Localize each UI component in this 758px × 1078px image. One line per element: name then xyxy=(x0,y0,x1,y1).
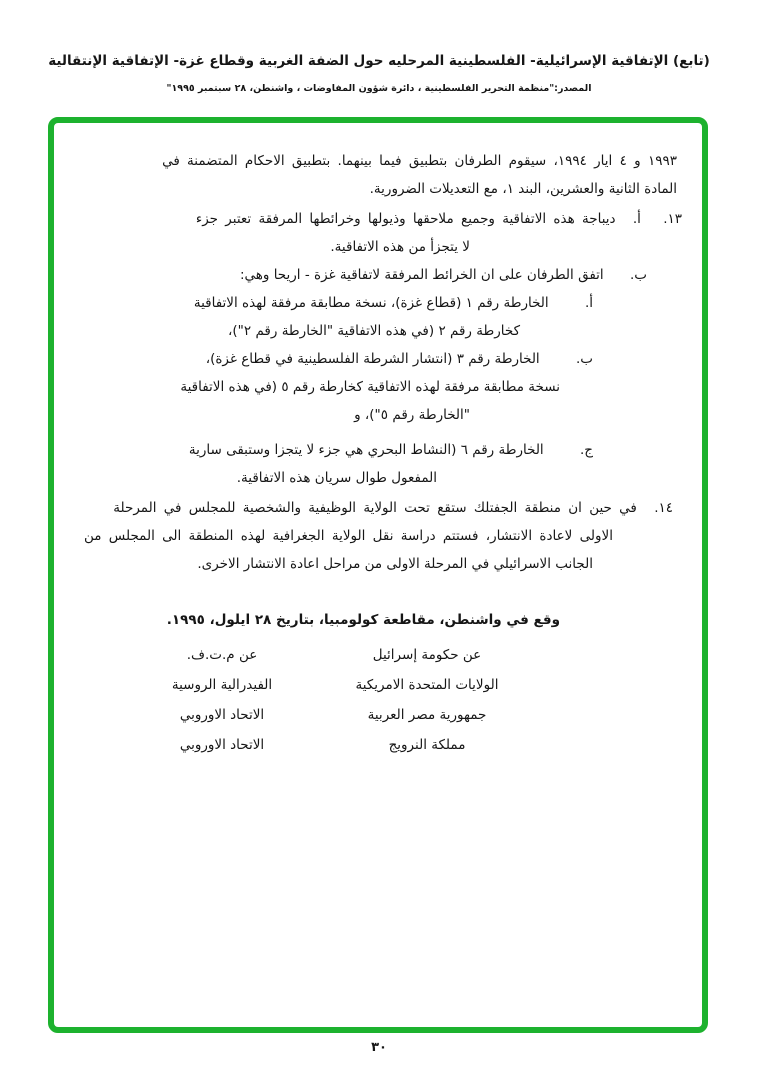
map-item-line xyxy=(54,289,702,317)
line-text: ديباجة هذه الاتفاقية وجميع ملاحقها وذيولها وخرائطها المرفقة تعتبر جزء xyxy=(195,211,616,227)
body-line xyxy=(54,522,702,550)
signature-entry: الولايات المتحدة الامريكية xyxy=(355,677,499,693)
body-line xyxy=(54,373,702,401)
signature-entry: عن م.ت.ف. xyxy=(186,647,258,663)
signatures-block xyxy=(54,640,702,760)
map-item-line xyxy=(54,436,702,464)
line-text: المفعول طوال سريان هذه الاتفاقية. xyxy=(236,470,437,486)
clause-number: ١٤. xyxy=(654,500,673,516)
clause-13-line xyxy=(54,205,702,233)
body-line xyxy=(54,550,702,578)
signature-entry: مملكة النرويج xyxy=(388,737,466,753)
signature-column-left xyxy=(132,640,312,760)
document-source: المصدر:"منظمة التحرير الفلسطينية ، دائرة شؤون المفاوضات ، واشنطن، ٢٨ سبتمبر ١٩٩٥" xyxy=(166,83,592,94)
line-text: "الخارطة رقم ٥")، و xyxy=(354,407,470,423)
line-text: الخارطة رقم ٣ (انتشار الشرطة الفلسطينية في قطاع غزة)، xyxy=(205,351,540,367)
body-line xyxy=(54,233,702,261)
line-text: المادة الثانية والعشرين، البند ١، مع التعديلات الضرورية. xyxy=(369,181,677,197)
signing-statement: وقع في واشنطن، مقاطعة كولومبيا، بتاريخ ٢٨ ايلول، ١٩٩٥. xyxy=(166,612,560,628)
line-text: كخارطة رقم ٢ (في هذه الاتفاقية "الخارطة رقم ٢")، xyxy=(228,323,520,339)
line-text: نسخة مطابقة مرفقة لهذه الاتفاقية كخارطة رقم ٥ (في هذه الاتفاقية xyxy=(180,379,560,395)
list-marker: أ. xyxy=(584,295,593,311)
clause-14-line xyxy=(54,494,702,522)
document-header xyxy=(0,50,758,95)
list-marker: ج. xyxy=(579,442,593,458)
clause-13b-line xyxy=(54,261,702,289)
line-text: ١٩٩٣ و ٤ ايار ١٩٩٤، سيقوم الطرفان بتطبيق فيما بينهما. بتطبيق الاحكام المتضمنة في xyxy=(162,153,677,169)
body-line xyxy=(54,317,702,345)
map-item-line xyxy=(54,345,702,373)
line-text: الاولى لاعادة الانتشار، فستتم دراسة نقل الولاية الجغرافية لهذه المنطقة الى المجلس من xyxy=(83,528,613,544)
signature-entry: جمهورية مصر العربية xyxy=(367,707,487,723)
signature-entry: الفيدرالية الروسية xyxy=(171,677,273,693)
line-text: لا يتجزأ من هذه الاتفاقية. xyxy=(330,239,470,255)
body-line xyxy=(54,147,702,175)
clause-number: ١٣. xyxy=(663,211,682,227)
body-line xyxy=(54,401,702,429)
line-text: اتفق الطرفان على ان الخرائط المرفقة لاتفاقية غزة - اريحا وهي: xyxy=(239,267,604,283)
document-title: (تابع) الإتفاقية الإسرائيلية- الفلسطينية المرحليه حول الضفة الغربية وقطاع غزة- الإتفاقية الإنتقالية xyxy=(48,53,710,69)
line-text: الخارطة رقم ٦ (النشاط البحري هي جزء لا يتجزا وستبقى سارية xyxy=(188,442,544,458)
signature-column-right xyxy=(322,640,532,760)
line-text: في حين ان منطقة الجفتلك ستقع تحت الولاية الوظيفية والشخصية للمجلس في المرحلة xyxy=(113,500,637,516)
list-marker: ب. xyxy=(575,351,593,367)
signature-entry: الاتحاد الاوروبي xyxy=(179,707,265,723)
signature-entry: الاتحاد الاوروبي xyxy=(179,737,265,753)
document-body xyxy=(54,123,702,1027)
clause-marker: أ. xyxy=(632,211,641,227)
body-line xyxy=(54,464,702,492)
body-line xyxy=(54,175,702,203)
line-text: الخارطة رقم ١ (قطاع غزة)، نسخة مطابقة مرفقة لهذه الاتفاقية xyxy=(193,295,549,311)
clause-marker: ب. xyxy=(629,267,647,283)
page-number: ٣٠ xyxy=(371,1040,387,1055)
signature-entry: عن حكومة إسرائيل xyxy=(372,647,482,663)
line-text: الجانب الاسرائيلي في المرحلة الاولى من مراحل اعادة الانتشار الاخرى. xyxy=(197,556,593,572)
